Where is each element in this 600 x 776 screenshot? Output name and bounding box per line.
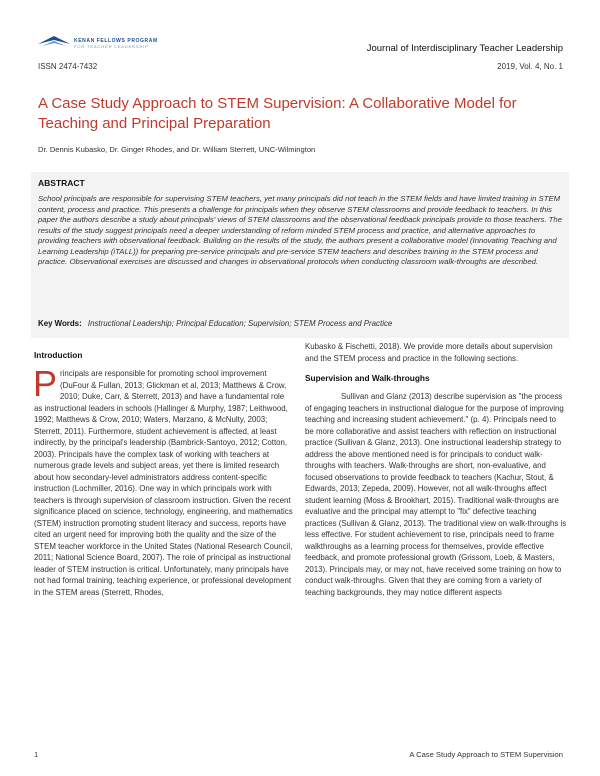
journal-title: Journal of Interdisciplinary Teacher Leadership [366,43,563,54]
issn: ISSN 2474-7432 [38,62,98,71]
supervision-heading: Supervision and Walk-throughs [305,373,430,383]
intro-heading: Introduction [34,350,83,360]
drop-cap: P [33,363,58,404]
authors: Dr. Dennis Kubasko, Dr. Ginger Rhodes, and Dr. William Sterrett, UNC-Wilmington [38,145,316,154]
body-column-right [305,341,567,598]
keywords-value: Instructional Leadership; Principal Education; Supervision; STEM Process and Practice [87,319,393,328]
volume-issue: 2019, Vol. 4, No. 1 [497,62,563,71]
page-number: 1 [34,750,39,759]
abstract-heading: ABSTRACT [38,178,85,188]
kenan-fellows-logo [38,34,178,52]
intro-text: rincipals are responsible for promoting school improvement (DuFour & Fullan, 2013; Glickman et al, 2013; Matthews & Crow, 2010; Duke, Carr, & Sterrett, 2013) and have a fundamental role as instructional leaders in schools (Hallinger & Murphy, 1987; Leithwood, 1992; Matthews & Crow, 2010; Waters, Marzano, & McNulty, 2003; Sterrett, 2011). Furthermore, student achievement is affected, at least indirectly, by the principal's leadership (Bambrick-Santoyo, 2012; Cotton, 2003). Principals have the complex task of working with teachers at numerous grade levels and subject areas, yet there is limited research about how secondary-level administrators address content-specific instruction (Lochmiller, 2016). One way in which principals work with teachers is through supervision of classroom instruction. Given the recent significance placed on science, technology, engineering, and mathematics (STEM) instruction promoting student literacy and success, reports have cited an urgent need for improving both the quality and the size of the STEM teacher workforce in the United States (National Research Council, 2011; National Science Board, 2007). The role of principal as instructional leader of STEM instruction is critical. Unfortunately, many principals have not had formal training, teaching experience, or professional development in the STEM areas (Sterrett, Rhodes, [34,369,293,597]
keywords [38,319,566,328]
logo-text-primary: KENAN FELLOWS PROGRAM [74,38,158,44]
abstract-text: School principals are responsible for supervising STEM teachers, yet many principals did not teach in the STEM fields and have limited training in STEM content, process and practice. This presents a challenge for principals when they observe STEM classrooms and provide feedback to teachers. In this paper the authors describe a study about principals' views of STEM classrooms and the observational feedback principals provide to those teachers. The results of the study suggest principals need a deeper understanding of reform minded STEM process and practice, and alternative approaches to providing teachers with observational feedback. Building on the results of the study, the authors present a collaborative model (Innovating Teaching and Learning Leadership (iTALL)) for preparing pre-service principals and pre-service STEM teachers and describes training in the STEM process and practice. Observational exercises are discussed and changes in observational protocols when conducting classroom walk-throughs are described. [38,194,563,266]
logo-mark-icon [38,34,70,50]
logo-text-secondary: FOR TEACHER LEADERSHIP [74,44,149,49]
body-column-left [34,341,294,598]
intro-paragraph [33,363,294,598]
paper-title: A Case Study Approach to STEM Supervision: A Collaborative Model for Teaching and Principal Preparation [38,95,517,132]
supervision-paragraph: Sullivan and Glanz (2013) describe supervision as "the process of engaging teachers in instructional dialogue for the purpose of improving teaching and increasing student achievement." (p. 4). Principals need to be more collaborative and assist teachers with reflection on instructional practice (Sullivan & Glanz, 2013). One instructional leadership strategy to address the above mentioned need is for principals to conduct walk-throughs with teachers. Walk-throughs are short, non-evaluative, and focused observations to provide feedback to teachers (Kachur, Stout, & Edwards, 2013; Zepeda, 2009). However, not all walk-throughs affect student learning (Moss & Brookhart, 2015). Traditional walk-throughs are evaluative and the principal may attempt to "fix" defective teaching practices (Sullivan & Glanz, 2013). The traditional view on walk-throughs is less effective. For student achievement to rise, principals need to frame walkthroughs as a learning process for themselves, provide effective feedback, and promote professional growth (Grissom, Loeb, & Masters, 2013). Principals may, or may not, have received some training on how to conduct walk-throughs. Given that they are coming from a variety of teaching backgrounds, they may notice different aspects [305,392,567,597]
continuation-paragraph: Kubasko & Fischetti, 2018). We provide more details about supervision and the STEM process and practice in the following sections. [305,342,553,363]
keywords-label: Key Words: [38,319,82,328]
running-title: A Case Study Approach to STEM Supervision [409,750,563,759]
